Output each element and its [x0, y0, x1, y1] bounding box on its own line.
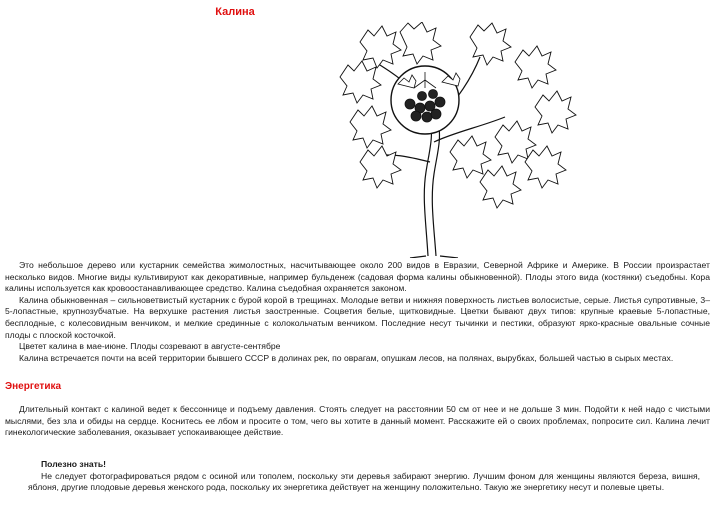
note-heading: Полезно знать! [41, 459, 107, 469]
useful-note [28, 459, 700, 494]
paragraph: Это небольшое дерево или кустарник семейства жимолостных, насчитывающее около 200 видов в Евразии, Северной Африке и Америке. В России произрастает несколько видов. Многие виды культивируют как декоративные, например бульденеж (садовая форма калины обыкновенной). Плоды этого вида (костянки) съедобны. Кора калины используется как кровоостанавливающее средство. Калина съедобная охраняется законом. [5, 260, 710, 294]
energy-text-block [5, 404, 710, 439]
description-block [5, 260, 710, 364]
viburnum-tree-illustration [330, 22, 590, 258]
paragraph: Цветет калина в мае-июне. Плоды созревают в августе-сентябре [19, 341, 281, 352]
note-text: Не следует фотографироваться рядом с осиной или тополем, поскольку эти деревья забирают энергию. Лучшим фоном для женщины являются береза, вишня, яблоня, другие плодовые деревья женского рода, поскольку их энергетика действует на женщину положительно. Такую же энергетику несут и полевые цветы. [28, 470, 700, 493]
paragraph: Длительный контакт с калиной ведет к бессоннице и подъему давления. Стоять следует на расстоянии 50 см от нее и не дольше 3 мин. Подойти к ней надо с чистыми мыслями, без зла и обиды на сердце. Коснитесь ее лбом и просите о том, чего вы хотите в данный момент. Расскажите ей о своих проблемах, попросите сил. Калина лечит гинекологические заболевания, оказывает успокаивающее действие. [5, 404, 710, 438]
paragraph: Калина встречается почти на всей территории бывшего СССР в долинах рек, по оврагам, опушкам лесов, на полянах, вырубках, большей частью в сырых местах. [19, 352, 674, 363]
page-title: Калина [215, 6, 255, 18]
section-title-energy: Энергетика [5, 381, 62, 392]
paragraph: Калина обыкновенная – сильноветвистый кустарник с бурой корой в трещинах. Молодые ветви и нижняя поверхность листьев волосистые, серые. Листья супротивные, 3–5-лопастные, крупнозубчатые. На верхушке растения листья заостренные. Соцветия белые, щитковидные. Цветки бывают двух типов: крупные краевые 5-лопастные, бесплодные, с колесовидным венчиком, и мелкие срединные с колокольчатым венчиком. Последние несут тычинки и пестики, образуют ярко-красные овальные сочные плоды с плоской косточкой. [5, 294, 710, 340]
